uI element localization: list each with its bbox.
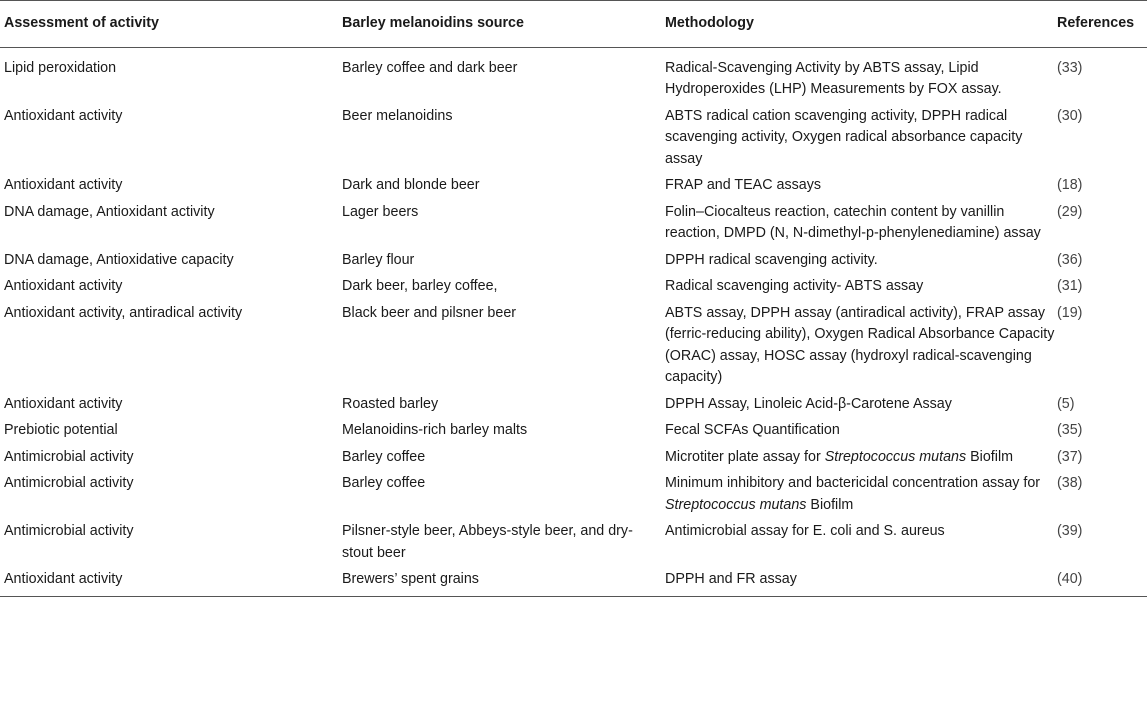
methodology-segment: ABTS radical cation scavenging activity, DPPH radical scavenging activity, Oxygen radical absorbance capacity assay	[665, 107, 1023, 167]
cell-reference: (18)	[1057, 177, 1083, 193]
cell-reference: (38)	[1057, 475, 1083, 491]
table-row	[0, 173, 1147, 200]
cell-reference: (37)	[1057, 448, 1083, 465]
table-row	[0, 519, 1147, 567]
header-methodology: Methodology	[661, 1, 1055, 48]
cell-methodology	[661, 567, 1055, 596]
cell-reference: (30)	[1057, 107, 1083, 124]
header-source: Barley melanoidins source	[338, 1, 661, 48]
methodology-segment: Antimicrobial assay for E. coli and S. aureus	[665, 523, 945, 539]
header-row	[0, 1, 1147, 48]
cell-assessment: Antioxidant activity	[4, 395, 123, 412]
table-row	[0, 248, 1147, 275]
table-row	[0, 418, 1147, 445]
cell-source: Barley flour	[342, 251, 415, 268]
cell-source: Beer melanoidins	[342, 107, 453, 124]
cell-methodology	[661, 104, 1055, 174]
table-row	[0, 200, 1147, 248]
table-row	[0, 301, 1147, 392]
cell-assessment: Antioxidant activity, antiradical activity	[4, 304, 243, 321]
methodology-segment: Biofilm	[966, 448, 1014, 465]
table-row	[0, 471, 1147, 519]
methodology-segment: FRAP and TEAC assays	[665, 177, 822, 193]
cell-reference: (39)	[1057, 523, 1083, 539]
methodology-segment: DPPH Assay, Linoleic Acid-β-Carotene Assay	[665, 395, 952, 412]
methodology-segment: Minimum inhibitory and bactericidal concentration assay for	[665, 475, 1041, 491]
cell-reference: (33)	[1057, 59, 1083, 76]
cell-reference: (19)	[1057, 304, 1083, 321]
table-row	[0, 567, 1147, 596]
cell-methodology	[661, 471, 1055, 519]
cell-source: Dark beer, barley coffee,	[342, 278, 498, 294]
cell-methodology	[661, 200, 1055, 248]
cell-assessment: DNA damage, Antioxidant activity	[4, 203, 215, 220]
cell-reference: (31)	[1057, 278, 1083, 294]
table-row	[0, 445, 1147, 472]
cell-source: Pilsner-style beer, Abbeys-style beer, and dry-stout beer	[342, 523, 633, 561]
cell-reference: (5)	[1057, 395, 1075, 412]
methodology-segment: ABTS assay, DPPH assay (antiradical activity), FRAP assay (ferric-reducing ability), Oxygen Radical Absorbance Capacity (ORAC) assay, HOSC assay (hydroxyl radical-scavenging capacity)	[665, 304, 1055, 385]
methodology-segment: Radical-Scavenging Activity by ABTS assay, Lipid Hydroperoxides (LHP) Measurements by FOX assay.	[665, 59, 1002, 97]
cell-source: Barley coffee and dark beer	[342, 59, 518, 76]
cell-assessment: Antioxidant activity	[4, 107, 123, 124]
methodology-segment: Biofilm	[806, 496, 854, 513]
cell-methodology	[661, 173, 1055, 200]
cell-assessment: Lipid peroxidation	[4, 59, 117, 76]
methodology-segment: DPPH radical scavenging activity.	[665, 251, 878, 268]
cell-methodology	[661, 418, 1055, 445]
cell-assessment: Antioxidant activity	[0, 567, 338, 596]
methodology-segment: Folin–Ciocalteus reaction, catechin content by vanillin reaction, DMPD (N, N-dimethyl-p-phenylenediamine) assay	[665, 203, 1041, 241]
cell-assessment: Antimicrobial activity	[4, 448, 134, 465]
methodology-segment: Fecal SCFAs Quantification	[665, 422, 840, 438]
cell-reference: (29)	[1057, 203, 1083, 220]
methodology-segment: DPPH and FR assay	[665, 571, 797, 587]
table-row	[0, 392, 1147, 419]
cell-assessment: Antimicrobial activity	[4, 523, 134, 539]
cell-assessment: Antioxidant activity	[4, 177, 123, 193]
cell-source: Melanoidins-rich barley malts	[342, 422, 528, 438]
cell-source: Brewers’ spent grains	[338, 567, 661, 596]
table-row	[0, 47, 1147, 104]
header-assessment: Assessment of activity	[0, 1, 338, 48]
cell-reference: (40)	[1055, 567, 1147, 596]
cell-source: Barley coffee	[342, 448, 426, 465]
cell-source: Dark and blonde beer	[342, 177, 480, 193]
table-row	[0, 274, 1147, 301]
cell-source: Lager beers	[342, 203, 419, 220]
cell-methodology	[661, 519, 1055, 567]
cell-source: Black beer and pilsner beer	[342, 304, 517, 321]
methodology-segment: Radical scavenging activity- ABTS assay	[665, 278, 924, 294]
cell-assessment: Prebiotic potential	[4, 422, 118, 438]
cell-assessment: Antimicrobial activity	[4, 475, 134, 491]
cell-source: Roasted barley	[342, 395, 439, 412]
cell-methodology	[661, 392, 1055, 419]
cell-methodology	[661, 301, 1055, 392]
cell-methodology	[661, 248, 1055, 275]
cell-assessment: Antioxidant activity	[4, 278, 123, 294]
cell-reference: (36)	[1057, 251, 1083, 268]
cell-methodology	[661, 274, 1055, 301]
cell-methodology	[661, 445, 1055, 472]
table-row	[0, 104, 1147, 174]
methodology-italic-segment: Streptococcus mutans	[665, 496, 807, 513]
methodology-segment: Microtiter plate assay for	[665, 448, 825, 465]
methodology-italic-segment: Streptococcus mutans	[824, 448, 967, 465]
cell-reference: (35)	[1057, 422, 1083, 438]
table-body	[0, 47, 1147, 596]
cell-assessment: DNA damage, Antioxidative capacity	[4, 251, 234, 268]
cell-source: Barley coffee	[342, 475, 426, 491]
cell-methodology	[661, 47, 1055, 104]
table-header	[0, 1, 1147, 48]
header-references: References	[1055, 1, 1147, 48]
